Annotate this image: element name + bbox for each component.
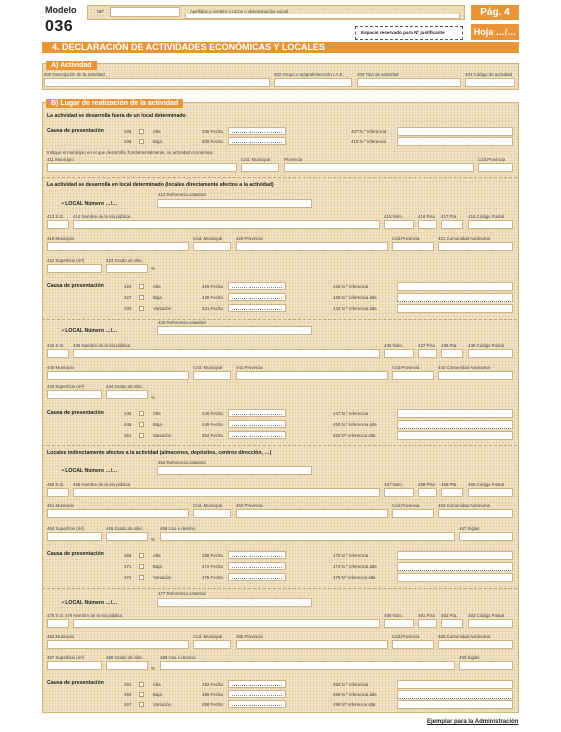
- field-479[interactable]: [73, 619, 380, 628]
- field-419-cod[interactable]: [193, 242, 231, 251]
- field-407[interactable]: [397, 127, 513, 136]
- field-439[interactable]: [468, 349, 513, 358]
- date-469[interactable]: [228, 551, 286, 559]
- label-452: 452 Fecha: [202, 433, 223, 438]
- label-467: 467 Siglas: [459, 526, 480, 531]
- label-450: 450 N.º referencia alta: [333, 422, 377, 427]
- label-433: 433 Referencia catastral: [158, 320, 206, 325]
- alta-label: Alta: [153, 411, 161, 416]
- percent-label: %: [151, 266, 155, 271]
- field-487[interactable]: [47, 661, 102, 670]
- local-number: • LOCAL Número …/…: [62, 328, 118, 334]
- label-408: 408: [124, 139, 132, 144]
- local-number: • LOCAL Número …/…: [62, 201, 118, 207]
- label-430: 430: [124, 306, 132, 311]
- checkbox-448[interactable]: [139, 422, 144, 427]
- cod-mun-label: Cód. Municipal: [193, 634, 223, 639]
- label-429: 429 N.º referencia alta: [333, 295, 377, 300]
- label-470: 470 N.º referencia: [333, 553, 369, 558]
- label-419: 419 Municipio: [47, 236, 75, 241]
- field-476[interactable]: [397, 573, 513, 582]
- variacion-label: Variación: [153, 702, 171, 707]
- date-446[interactable]: [228, 409, 286, 417]
- label-441: 441 Provincia: [236, 365, 263, 370]
- page-label: Pág. 4: [471, 5, 519, 20]
- alta-label: Alta: [153, 129, 161, 134]
- cod-prov-label: Cód.Provincia: [392, 365, 420, 370]
- field-402[interactable]: [274, 78, 352, 87]
- checkbox-494[interactable]: [139, 692, 144, 697]
- label-491: 491: [124, 682, 132, 687]
- field-420[interactable]: [236, 242, 388, 251]
- label-425: 425 Fecha: [202, 284, 223, 289]
- checkbox-445[interactable]: [139, 411, 144, 416]
- baja-label: Baja: [153, 422, 162, 427]
- label-418: 418 Código Postal: [468, 214, 504, 219]
- field-cod-prov[interactable]: [478, 163, 513, 172]
- field-473[interactable]: [397, 562, 513, 571]
- baja-label: Baja: [153, 564, 162, 569]
- field-412[interactable]: [157, 199, 312, 208]
- indicate-label: Indique el municipio en el que desarrolla, fundamentalmente, su actividad económica:: [47, 150, 214, 155]
- label-413: 413 S.G.: [47, 214, 65, 219]
- label-477: 477 Referencia catastral: [158, 591, 206, 596]
- field-440-cod[interactable]: [193, 371, 231, 380]
- label-481: 481 Piso: [418, 613, 436, 618]
- label-446: 446 Fecha: [202, 411, 223, 416]
- field-486[interactable]: [438, 640, 513, 649]
- label-407: 407 N.º referencia: [351, 129, 387, 134]
- label-403: 403 Tipo de actividad: [357, 72, 399, 77]
- date-406[interactable]: [228, 127, 286, 135]
- field-480[interactable]: [384, 619, 414, 628]
- date-472[interactable]: [228, 562, 286, 570]
- checkbox-430[interactable]: [139, 306, 144, 311]
- date-452[interactable]: [228, 431, 286, 439]
- label-444: 444 Grado de afec.: [106, 384, 144, 389]
- field-421[interactable]: [438, 242, 513, 251]
- label-493: 493 N.º referencia: [333, 682, 369, 687]
- cod-prov-label: Cód.Provincia: [392, 236, 420, 241]
- label-478: 478 S.G.: [47, 613, 65, 618]
- label-421: 421 Comunidad Autónoma: [438, 236, 490, 241]
- label-457: 457 Núm.: [384, 482, 404, 487]
- field-482[interactable]: [441, 619, 463, 628]
- field-440[interactable]: [47, 371, 189, 380]
- checkbox-451[interactable]: [139, 433, 144, 438]
- field-436[interactable]: [384, 349, 414, 358]
- checkbox-424[interactable]: [139, 284, 144, 289]
- checkbox-497[interactable]: [139, 702, 144, 707]
- cod-mun-label: Cód. Municipal: [193, 236, 223, 241]
- label-473: 473 N.º referencia alta: [333, 564, 377, 569]
- label-409: 409 Fecha: [202, 139, 223, 144]
- label-483: 483 Código Postal: [468, 613, 504, 618]
- label-465: 465 Grado de afec.: [106, 526, 144, 531]
- field-417[interactable]: [441, 220, 463, 229]
- label-466: 466 Uso o destino: [160, 526, 196, 531]
- label-461: 461 Municipio: [47, 503, 75, 508]
- field-423[interactable]: [106, 264, 148, 273]
- label-494: 494: [124, 692, 132, 697]
- causa-label: Causa de presentación: [47, 128, 104, 134]
- field-443[interactable]: [47, 390, 102, 399]
- field-467[interactable]: [459, 532, 513, 541]
- label-448: 448: [124, 422, 132, 427]
- causa-label: Causa de presentación: [47, 551, 104, 557]
- label-442: 442 Comunidad Autónoma: [438, 365, 490, 370]
- field-481[interactable]: [418, 619, 437, 628]
- checkbox-471[interactable]: [139, 564, 144, 569]
- checkbox-405[interactable]: [139, 129, 144, 134]
- field-496[interactable]: [397, 690, 513, 699]
- field-provincia[interactable]: [284, 163, 474, 172]
- field-411-cod[interactable]: [241, 163, 279, 172]
- sheet-label: Hoja …/…: [471, 24, 519, 40]
- field-444[interactable]: [106, 390, 148, 399]
- label-462: 462 Provincia: [236, 503, 263, 508]
- date-475[interactable]: [228, 573, 286, 581]
- label-453: 453 Nº referencia alta: [333, 433, 376, 438]
- field-458[interactable]: [418, 488, 437, 497]
- label-437: 437 Piso: [418, 343, 436, 348]
- field-465[interactable]: [106, 532, 148, 541]
- label-426: 426 N.º referencia: [333, 284, 369, 289]
- label-490: 490 Siglas: [459, 655, 480, 660]
- label-486: 486 Comunidad Autónoma: [438, 634, 490, 639]
- local-number: • LOCAL Número …/…: [62, 468, 118, 474]
- field-442[interactable]: [438, 371, 513, 380]
- label-438: 438 Pta.: [441, 343, 458, 348]
- field-410[interactable]: [397, 137, 513, 146]
- label-496: 496 N.º referencia alta: [333, 692, 377, 697]
- field-488[interactable]: [106, 661, 148, 670]
- label-414: 414 Nombre de la vía pública: [73, 214, 131, 219]
- label-469: 469 Fecha: [202, 553, 223, 558]
- alta-label: Alta: [153, 682, 161, 687]
- percent-label: %: [151, 666, 155, 671]
- label-439: 439 Código Postal: [468, 343, 504, 348]
- label-492: 492 Fecha: [202, 682, 223, 687]
- field-485[interactable]: [236, 640, 388, 649]
- field-441-cod[interactable]: [392, 371, 434, 380]
- baja-label: Baja: [153, 139, 162, 144]
- label-455: 455 S.G.: [47, 482, 65, 487]
- field-416[interactable]: [418, 220, 437, 229]
- label-404: 404 Código de actividad: [465, 72, 513, 77]
- field-484[interactable]: [47, 640, 189, 649]
- name-label: Apellidos y nombre o razón o denominación social: [190, 9, 288, 14]
- label-476: 476 Nº referencia alta: [333, 575, 376, 580]
- date-498[interactable]: [228, 700, 286, 708]
- label-482: 482 Pta.: [441, 613, 458, 618]
- date-425[interactable]: [228, 282, 286, 290]
- field-433[interactable]: [157, 326, 312, 335]
- field-434[interactable]: [47, 349, 69, 358]
- label-498: 498 Fecha: [202, 702, 223, 707]
- field-437[interactable]: [418, 349, 437, 358]
- variacion-label: Variación: [153, 575, 171, 580]
- label-422: 422 Superficie (m²): [47, 258, 85, 263]
- field-454[interactable]: [157, 466, 312, 475]
- variacion-label: Variación: [153, 433, 171, 438]
- field-422[interactable]: [47, 264, 102, 273]
- field-404[interactable]: [465, 78, 515, 87]
- checkbox-408[interactable]: [139, 139, 144, 144]
- field-450[interactable]: [397, 420, 513, 429]
- footer-label: Ejemplar para la Administración: [427, 719, 519, 725]
- nif-label: NIF: [97, 9, 105, 14]
- field-464[interactable]: [47, 532, 102, 541]
- causa-label: Causa de presentación: [47, 283, 104, 289]
- label-471: 471: [124, 564, 132, 569]
- field-477[interactable]: [157, 598, 312, 607]
- modelo-label: Modelo: [45, 5, 77, 15]
- label-497: 497: [124, 702, 132, 707]
- date-431[interactable]: [228, 304, 286, 312]
- label-405: 405: [124, 129, 132, 134]
- label-447: 447 N.º referencia: [333, 411, 369, 416]
- label-432: 432 N.º referencia alta: [333, 306, 377, 311]
- field-447[interactable]: [397, 409, 513, 418]
- label-411: 411 Municipio: [47, 157, 74, 162]
- label-427: 427: [124, 295, 132, 300]
- label-495: 495 Fecha: [202, 692, 223, 697]
- label-424: 424: [124, 284, 132, 289]
- separator: [42, 319, 517, 320]
- label-412: 412 Referencia catastral: [158, 192, 206, 197]
- lugar-title: B) Lugar de realización de la actividad: [46, 99, 183, 108]
- percent-label: %: [151, 537, 155, 542]
- field-403[interactable]: [357, 78, 461, 87]
- field-455[interactable]: [47, 488, 69, 497]
- date-495[interactable]: [228, 690, 286, 698]
- field-432[interactable]: [397, 304, 513, 313]
- field-413[interactable]: [47, 220, 69, 229]
- field-485-cod[interactable]: [392, 640, 434, 649]
- label-440: 440 Municipio: [47, 365, 75, 370]
- label-474: 474: [124, 575, 132, 580]
- label-459: 459 Pta.: [441, 482, 458, 487]
- section-title: 4. DECLARACIÓN DE ACTIVIDADES ECONÓMICAS Y LOCALES: [42, 42, 519, 53]
- field-483[interactable]: [468, 619, 513, 628]
- field-490[interactable]: [459, 661, 513, 670]
- label-475: 475 Fecha: [202, 575, 223, 580]
- checkbox-427[interactable]: [139, 295, 144, 300]
- label-428: 428 Fecha: [202, 295, 223, 300]
- provincia-label: Provincia: [284, 157, 303, 162]
- label-480: 480 Núm.: [384, 613, 404, 618]
- cod-mun-label: Cód. Municipal: [193, 365, 223, 370]
- cod-mun-label: Cód. Municipal: [241, 157, 271, 162]
- label-435: 435 Nombre de la vía pública: [73, 343, 131, 348]
- field-461-cod[interactable]: [193, 509, 231, 518]
- label-449: 449 Fecha: [202, 422, 223, 427]
- field-493[interactable]: [397, 680, 513, 689]
- field-456[interactable]: [73, 488, 380, 497]
- field-411[interactable]: [47, 163, 237, 172]
- field-420-cod[interactable]: [392, 242, 434, 251]
- field-478[interactable]: [47, 619, 69, 628]
- label-436: 436 Núm.: [384, 343, 404, 348]
- field-453[interactable]: [397, 431, 513, 440]
- justificante-label: Espacio reservado para Nº justificante: [361, 30, 445, 35]
- field-462-cod[interactable]: [392, 509, 434, 518]
- field-435[interactable]: [73, 349, 380, 358]
- label-472: 472 Fecha: [202, 564, 223, 569]
- field-484-cod[interactable]: [193, 640, 231, 649]
- checkbox-474[interactable]: [139, 575, 144, 580]
- label-423: 423 Grado de afec.: [106, 258, 144, 263]
- alta-label: Alta: [153, 284, 161, 289]
- field-470[interactable]: [397, 551, 513, 560]
- label-420: 420 Provincia: [236, 236, 263, 241]
- field-438[interactable]: [441, 349, 463, 358]
- causa-label: Causa de presentación: [47, 680, 104, 686]
- label-410: 410 N.º referencia: [351, 139, 387, 144]
- modelo-number: 036: [45, 18, 74, 35]
- label-463: 463 Comunidad Autónoma: [438, 503, 490, 508]
- label-415: 415 Núm.: [384, 214, 404, 219]
- label-464: 464 Superficie (m²): [47, 526, 85, 531]
- causa-label: Causa de presentación: [47, 410, 104, 416]
- actividad-title: A) Actividad: [46, 61, 97, 70]
- separator: [42, 445, 517, 446]
- label-460: 460 Código Postal: [468, 482, 504, 487]
- label-443: 443 Superficie (m²): [47, 384, 85, 389]
- name-field[interactable]: [185, 14, 460, 19]
- field-459[interactable]: [441, 488, 463, 497]
- label-489: 489 Uso o destino: [160, 655, 196, 660]
- local-number: • LOCAL Número …/…: [62, 600, 118, 606]
- field-461[interactable]: [47, 509, 189, 518]
- label-458: 458 Piso: [418, 482, 436, 487]
- field-418[interactable]: [468, 220, 513, 229]
- local-directo-title: La actividad se desarrolla en local determinado (locales directamente afectos a la actividad): [47, 182, 274, 188]
- label-406: 406 Fecha: [202, 129, 223, 134]
- variacion-label: Variación: [153, 306, 171, 311]
- field-441[interactable]: [236, 371, 388, 380]
- label-445: 445: [124, 411, 132, 416]
- baja-label: Baja: [153, 692, 162, 697]
- label-484: 484 Municipio: [47, 634, 75, 639]
- field-414[interactable]: [73, 220, 380, 229]
- checkbox-468[interactable]: [139, 553, 144, 558]
- label-454: 454 Referencia catastral: [158, 460, 206, 465]
- date-409[interactable]: [228, 137, 286, 145]
- field-462[interactable]: [236, 509, 388, 518]
- sin-local-title: La actividad se desarrolla fuera de un local determinado: [47, 113, 186, 119]
- separator: [42, 177, 517, 178]
- field-400[interactable]: [44, 78, 270, 87]
- label-402: 402 Grupo o epígrafe/sección I.A.E.: [274, 72, 344, 77]
- field-489[interactable]: [160, 661, 455, 670]
- date-428[interactable]: [228, 293, 286, 301]
- label-456: 456 Nombre de la vía pública: [73, 482, 131, 487]
- cod-prov-label: Cód.Provincia: [478, 157, 506, 162]
- label-417: 417 Pta.: [441, 214, 458, 219]
- date-492[interactable]: [228, 680, 286, 688]
- label-451: 451: [124, 433, 132, 438]
- field-426[interactable]: [397, 282, 513, 291]
- label-416: 416 Piso: [418, 214, 436, 219]
- percent-label: %: [151, 395, 155, 400]
- separator: [42, 588, 517, 589]
- label-488: 488 Grado de afec.: [106, 655, 144, 660]
- field-463[interactable]: [438, 509, 513, 518]
- field-419[interactable]: [47, 242, 189, 251]
- date-449[interactable]: [228, 420, 286, 428]
- label-487: 487 Superficie (m²): [47, 655, 85, 660]
- label-499: 499 Nº referencia alta: [333, 702, 376, 707]
- field-415[interactable]: [384, 220, 414, 229]
- field-457[interactable]: [384, 488, 414, 497]
- cod-mun-label: Cód. Municipal: [193, 503, 223, 508]
- field-460[interactable]: [468, 488, 513, 497]
- label-479: 479 Nombre de la vía pública: [65, 613, 123, 618]
- cod-prov-label: Cód.Provincia: [392, 634, 420, 639]
- label-485: 485 Provincia: [236, 634, 263, 639]
- checkbox-491[interactable]: [139, 682, 144, 687]
- label-434: 434 S.G.: [47, 343, 65, 348]
- alta-label: Alta: [153, 553, 161, 558]
- label-468: 468: [124, 553, 132, 558]
- label-431: 431 Fecha: [202, 306, 223, 311]
- label-400: 400 Descripción de la actividad: [44, 72, 105, 77]
- field-499[interactable]: [397, 700, 513, 709]
- cod-prov-label: Cód.Provincia: [392, 503, 420, 508]
- field-466[interactable]: [160, 532, 455, 541]
- nif-field[interactable]: [110, 7, 180, 17]
- indirect-title: Locales indirectamente afectos a la actividad (almacenes, depósitos, centros dirección, …): [47, 450, 272, 456]
- field-429[interactable]: [397, 293, 513, 302]
- baja-label: Baja: [153, 295, 162, 300]
